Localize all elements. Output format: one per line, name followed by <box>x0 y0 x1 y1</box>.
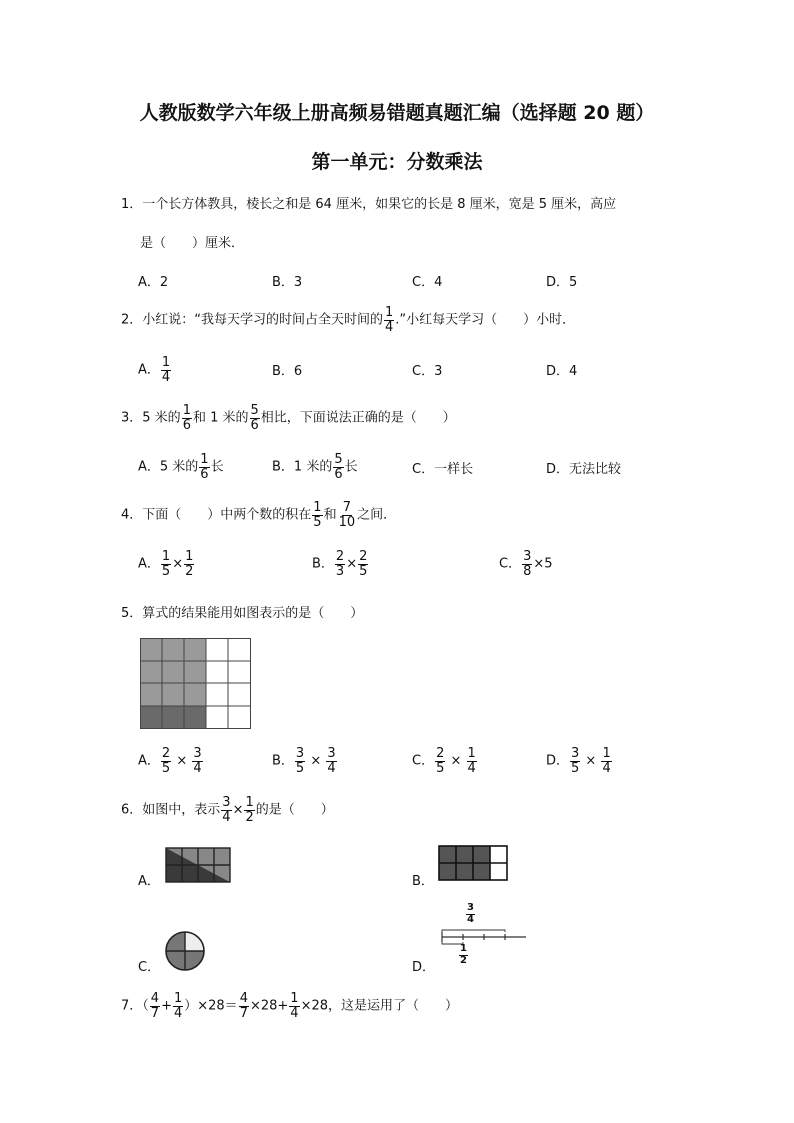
q6-option-c[interactable]: C． <box>138 960 161 975</box>
grid-figure <box>140 638 252 730</box>
q6-option-d[interactable]: D． <box>412 960 436 975</box>
question-5: 5．算式的结果能用如图表示的是（ ） <box>121 606 364 621</box>
q5-option-a[interactable]: A． $\frac{2}{5}$ × $\frac{3}{4}$ <box>138 746 202 776</box>
q6-option-a[interactable]: A． <box>138 874 160 889</box>
q6-d-top-fraction: $\frac{3}{4}$ <box>467 902 474 925</box>
q2-option-c[interactable]: C．3 <box>412 364 443 379</box>
q4-option-b[interactable]: B． $\frac{2}{3}$ × $\frac{2}{5}$ <box>312 549 368 579</box>
q3-option-b[interactable]: B．1 米的 $\frac{5}{6}$ 长 <box>272 452 358 482</box>
q4-option-a[interactable]: A． $\frac{1}{5}$ × $\frac{1}{2}$ <box>138 549 194 579</box>
question-7: 7．（ $\frac{4}{7}$ + $\frac{1}{4}$ ）×28＝ $\frac{4}{7}$ ×28+ $\frac{1}{4}$ ×28，这是运用了（ ） <box>121 991 459 1021</box>
q1-option-a[interactable]: A．2 <box>138 275 169 290</box>
q6-figure-b <box>438 845 510 883</box>
q5-option-c[interactable]: C． $\frac{2}{5}$ × $\frac{1}{4}$ <box>412 746 476 776</box>
page-title: 人教版数学六年级上册高频易错题真题汇编（选择题 20 题） <box>139 102 655 124</box>
q2-option-a[interactable]: A． $\frac{1}{4}$ <box>138 355 171 385</box>
q6-d-bottom-fraction: $\frac{1}{2}$ <box>460 943 467 966</box>
q5-option-d[interactable]: D． $\frac{3}{5}$ × $\frac{1}{4}$ <box>546 746 611 776</box>
q2-option-b[interactable]: B．6 <box>272 364 303 379</box>
q3-option-d[interactable]: D．无法比较 <box>546 462 622 477</box>
unit-title: 第一单元：分数乘法 <box>311 151 483 173</box>
q1-option-c[interactable]: C．4 <box>412 275 443 290</box>
question-3: 3．5 米的 $\frac{1}{6}$ 和 1 米的 $\frac{5}{6}$ 相比，下面说法正确的是（ ） <box>121 403 456 433</box>
question-2: 2．小红说：“我每天学习的时间占全天时间的 $\frac{1}{4}$ .”小红每天学习（ ）小时． <box>121 305 576 335</box>
question-1-line1: 1．一个长方体教具，棱长之和是 64 厘米，如果它的长是 8 厘米，宽是 5 厘米，高应 <box>121 197 617 212</box>
q2-option-d[interactable]: D．4 <box>546 364 578 379</box>
q6-figure-c <box>164 930 206 972</box>
q1-option-b[interactable]: B．3 <box>272 275 303 290</box>
q6-figure-d-number-line <box>438 929 530 945</box>
q1-option-d[interactable]: D．5 <box>546 275 578 290</box>
question-1-line2: 是（ ）厘米． <box>140 236 245 251</box>
q3-option-c[interactable]: C．一样长 <box>412 462 474 477</box>
q6-option-b[interactable]: B． <box>412 874 434 889</box>
fraction: $\frac{1}{4}$ <box>385 305 394 335</box>
question-6: 6．如图中，表示 $\frac{3}{4}$ × $\frac{1}{2}$ 的是（ ） <box>121 795 334 825</box>
q3-option-a[interactable]: A．5 米的 $\frac{1}{6}$ 长 <box>138 452 224 482</box>
q6-figure-a <box>165 847 235 883</box>
q4-option-c[interactable]: C． $\frac{3}{8}$ ×5 <box>499 549 553 579</box>
q5-option-b[interactable]: B． $\frac{3}{5}$ × $\frac{3}{4}$ <box>272 746 336 776</box>
question-4: 4．下面（ ）中两个数的积在 $\frac{1}{5}$ 和 $\frac{7}{10}$ 之间． <box>121 500 397 530</box>
